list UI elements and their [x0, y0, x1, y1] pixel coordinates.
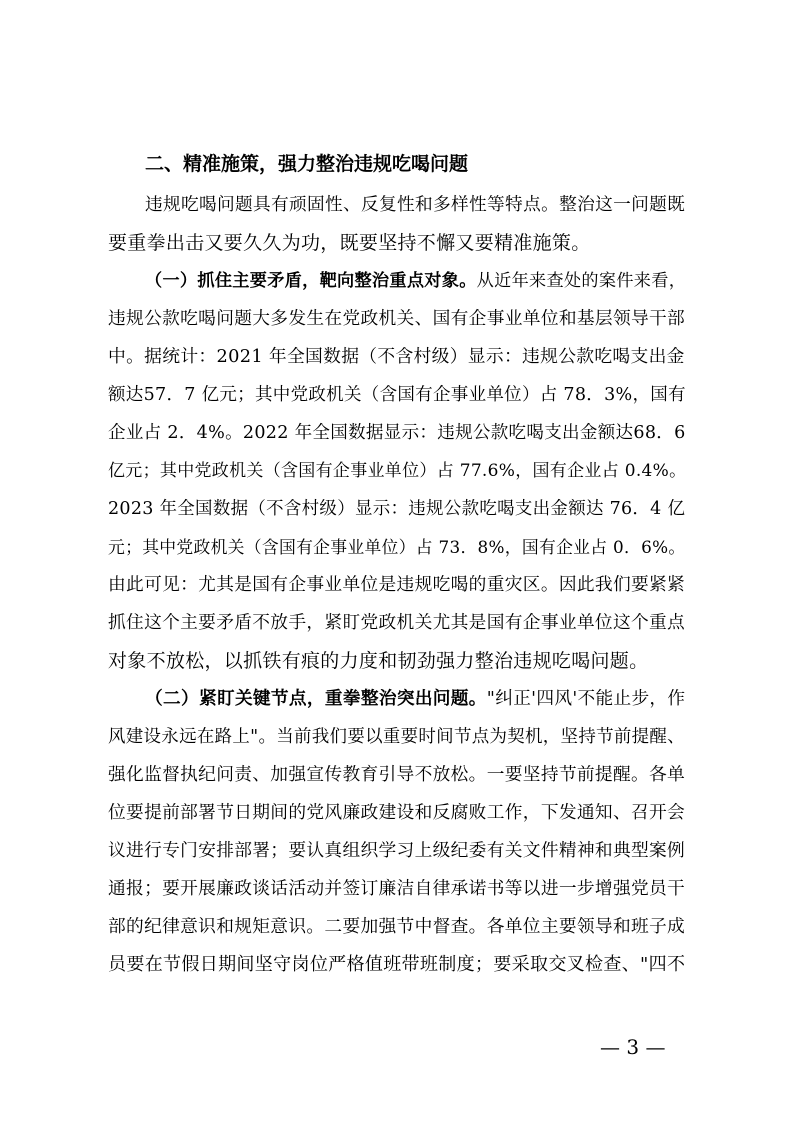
subsection-2-line: 位要提前部署节日期间的党风廉政建设和反腐败工作，下发通知、召开会	[108, 803, 686, 823]
subsection-1-line: 元；其中党政机关（含国有企事业单位）占 73．8%，国有企业占 0．6%。	[108, 537, 686, 557]
subsection-1-line: 亿元；其中党政机关（含国有企事业单位）占 77.6%，国有企业占 0.4%。	[108, 461, 687, 481]
subsection-1-line: 中。据统计：2021 年全国数据（不含村级）显示：违规公款吃喝支出金	[108, 346, 685, 367]
subsection-2-first-line	[145, 687, 685, 711]
subsection-2-text: "纠正'四风'不能止步，作	[486, 689, 686, 709]
intro-line: 要重拳出击又要久久为功，既要坚持不懈又要精准施策。	[108, 232, 591, 254]
intro-line: 违规吃喝问题具有顽固性、反复性和多样性等特点。整治这一问题既	[145, 195, 686, 215]
page-number: — 3 —	[600, 1035, 666, 1059]
subsection-2-line: 部的纪律意识和规矩意识。二要加强节中督查。各单位主要领导和班子成	[108, 917, 686, 937]
subsection-2-line: 风建设永远在路上"。当前我们要以重要时间节点为契机，坚持节前提醒、	[108, 727, 685, 747]
subsection-1-line: 违规公款吃喝问题大多发生在党政机关、国有企事业单位和基层领导干部	[108, 309, 686, 329]
subsection-2-title: （二）紧盯关键节点，重拳整治突出问题。	[145, 688, 487, 709]
subsection-2-line: 通报；要开展廉政谈话活动并签订廉洁自律承诺书等以进一步增强党员干	[108, 879, 686, 899]
subsection-2-line: 议进行专门安排部署；要认真组织学习上级纪委有关文件精神和典型案例	[108, 841, 686, 861]
subsection-1-line: 2023 年全国数据（不含村级）显示：违规公款吃喝支出金额达 76．4 亿	[108, 499, 686, 519]
subsection-1-text: 从近年来查处的案件来看，	[476, 271, 687, 291]
subsection-1-title: （一）抓住主要矛盾，靶向整治重点对象。	[145, 271, 477, 291]
section-heading: 二、精准施策，强力整治违规吃喝问题	[145, 153, 469, 175]
subsection-2-line: 员要在节假日期间坚守岗位严格值班带班制度；要采取交叉检查、"四不	[108, 954, 686, 975]
subsection-1-first-line	[145, 269, 686, 293]
subsection-1-line: 抓住这个主要矛盾不放手，紧盯党政机关尤其是国有企事业单位这个重点	[108, 613, 686, 633]
subsection-1-line: 对象不放松，以抓铁有痕的力度和韧劲强力整治违规吃喝问题。	[108, 650, 649, 672]
subsection-1-line: 由此可见：尤其是国有企事业单位是违规吃喝的重灾区。因此我们要紧紧	[108, 575, 686, 595]
subsection-1-line: 企业占 2．4%。2022 年全国数据显示：违规公款吃喝支出金额达68．6	[108, 423, 686, 443]
subsection-2-line: 强化监督执纪问责、加强宣传教育引导不放松。一要坚持节前提醒。各单	[108, 765, 686, 785]
subsection-1-line: 额达57．7 亿元；其中党政机关（含国有企事业单位）占 78．3%，国有	[108, 385, 686, 405]
